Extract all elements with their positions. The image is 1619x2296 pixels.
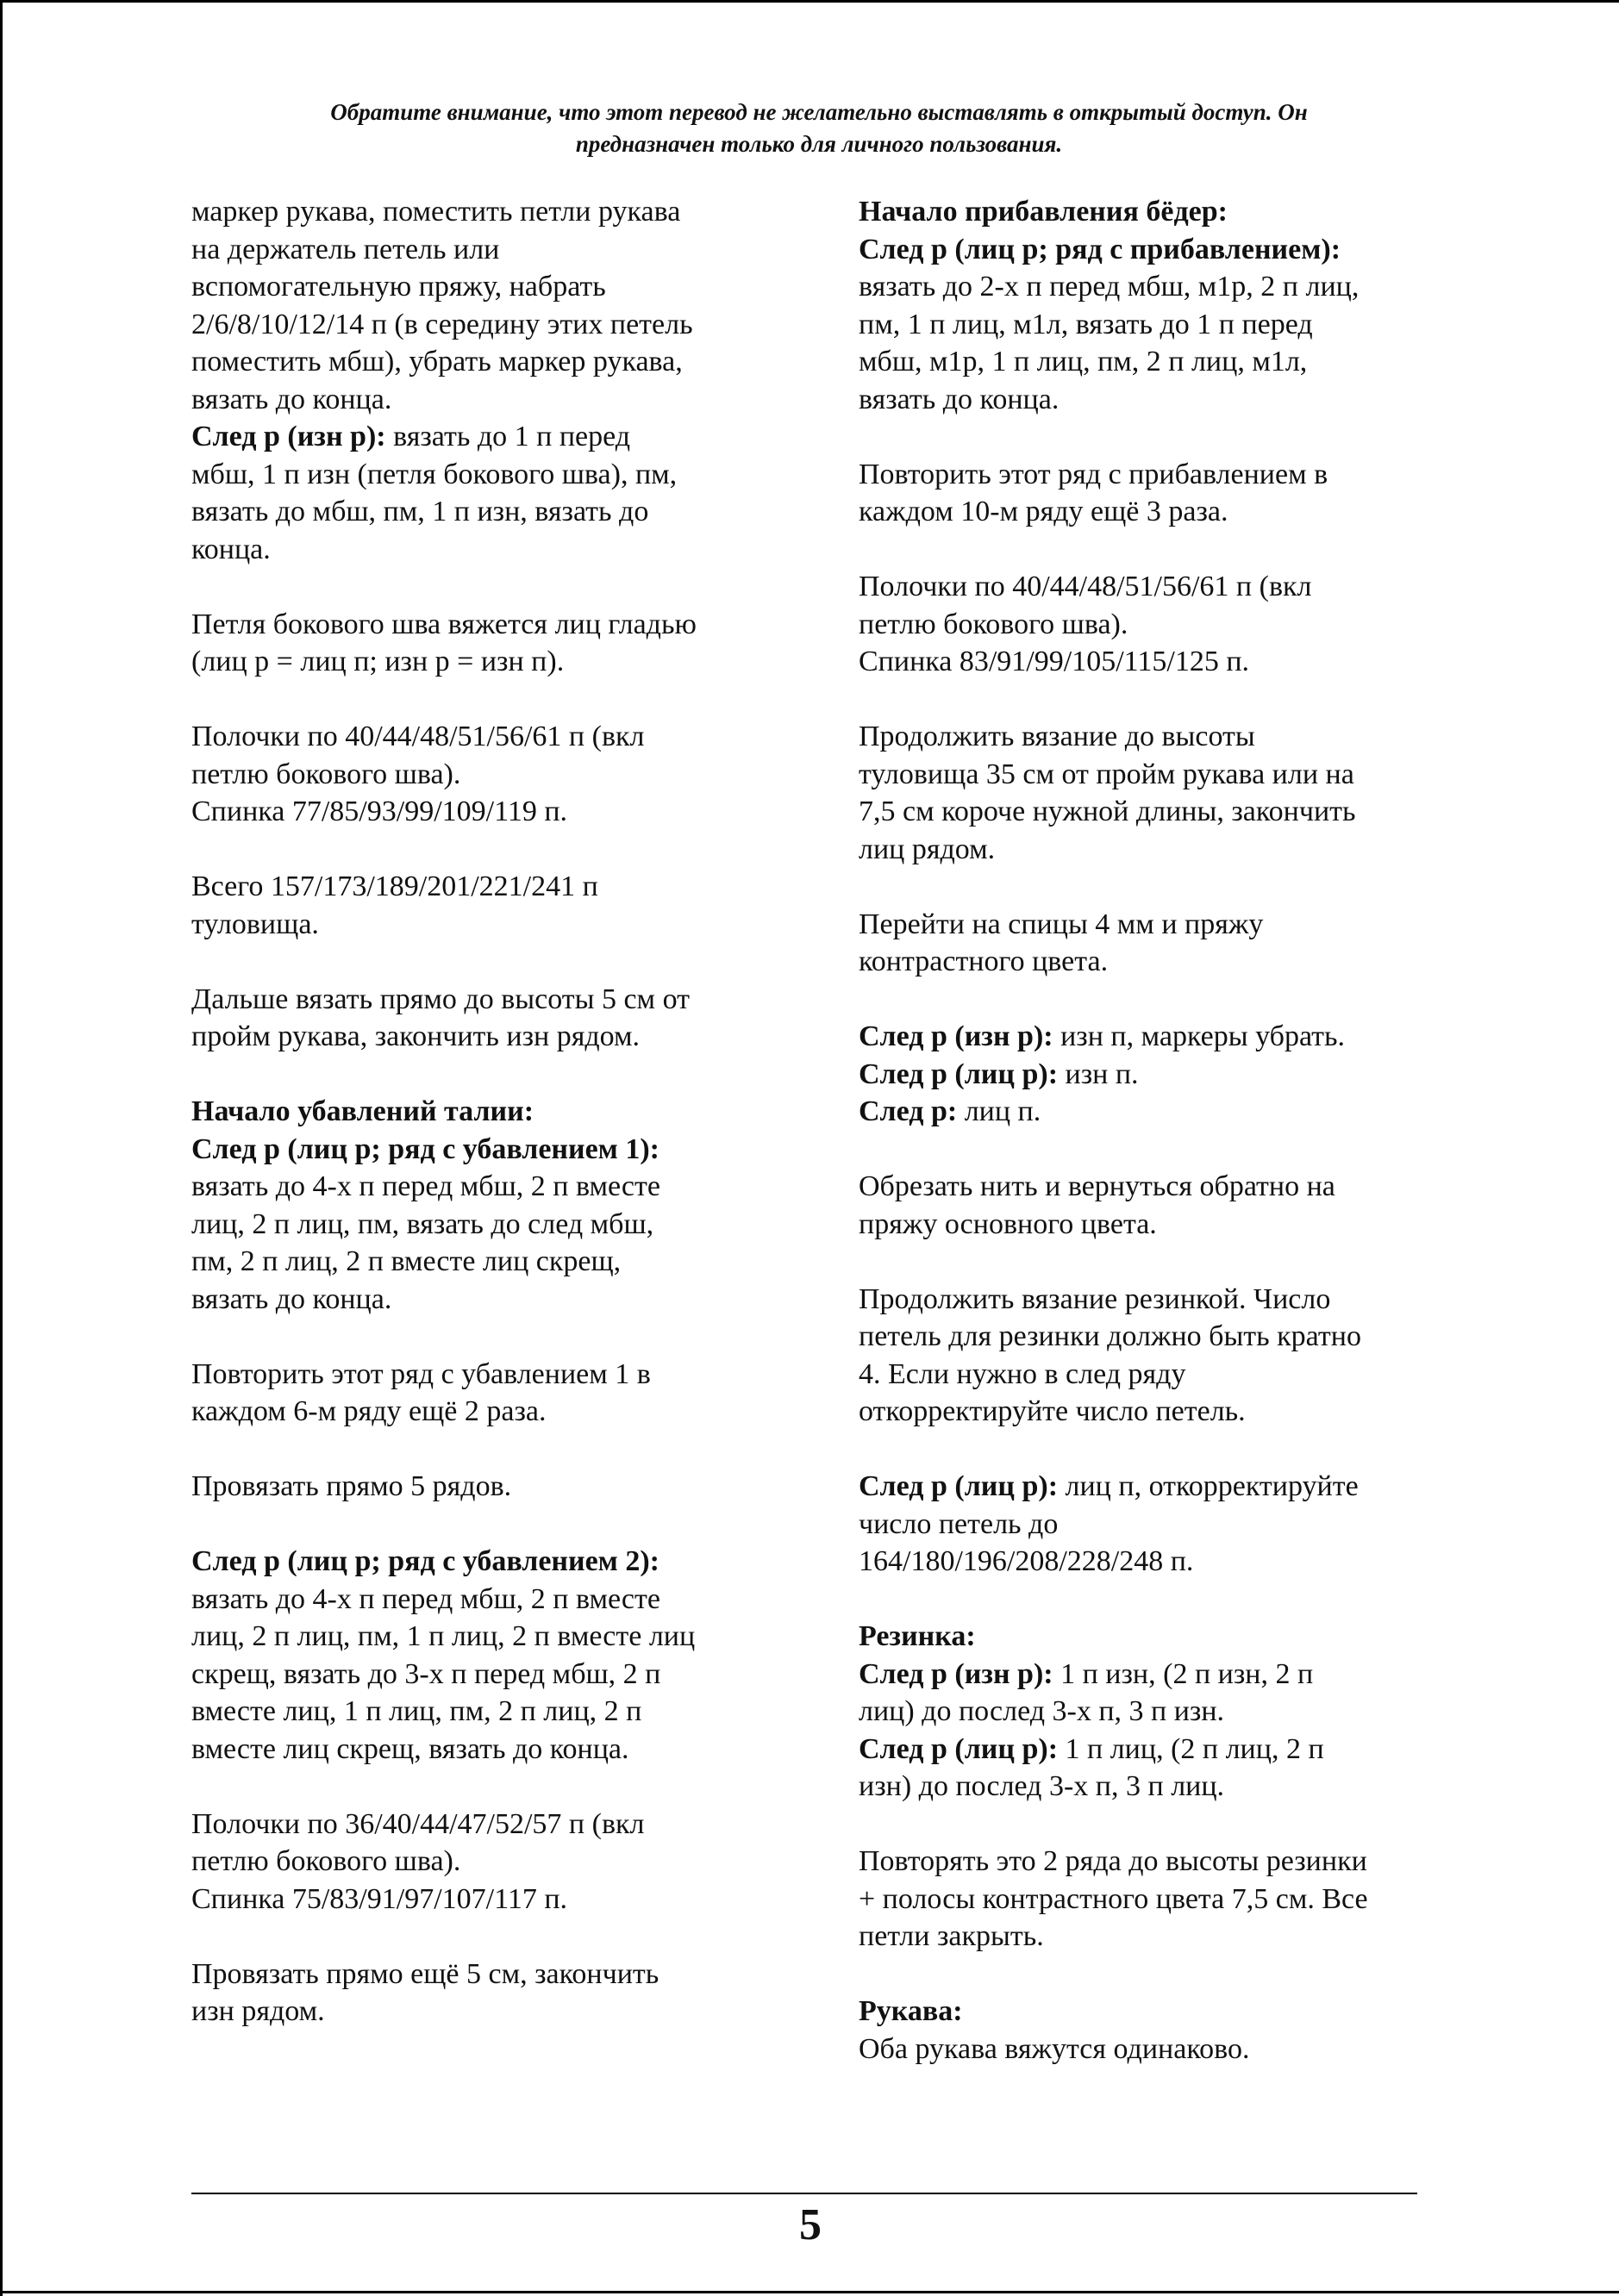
- section-heading: Начало прибавления бёдер:: [859, 196, 1228, 228]
- text-line: петлю бокового шва).: [191, 1845, 461, 1877]
- page-border-top: [0, 0, 1619, 3]
- stitch-count-paragraph: [191, 1806, 795, 1919]
- text-line: лиц, 2 п лиц, пм, вязать до след мбш,: [191, 1207, 654, 1240]
- section-heading: Рукава:: [859, 1995, 963, 2027]
- header-notice: [207, 97, 1431, 160]
- text-line: Продолжить вязание резинкой. Число: [859, 1282, 1331, 1315]
- text-line: Дальше вязать прямо до высоты 5 см от: [191, 983, 690, 1015]
- straight-paragraph: [191, 981, 795, 1056]
- text-line: пм, 1 п лиц, м1л, вязать до 1 п перед: [859, 308, 1313, 340]
- row-label: След р (лиц р):: [859, 1470, 1059, 1502]
- hip-increase-paragraph: [859, 193, 1453, 418]
- text-line: Оба рукава вяжутся одинаково.: [859, 2032, 1250, 2065]
- text-line: мбш, 1 п изн (петля бокового шва), пм,: [191, 458, 678, 490]
- text-line: Продолжить вязание до высоты: [859, 721, 1255, 752]
- text-line: лиц, 2 п лиц, пм, 1 п лиц, 2 п вместе лиц: [191, 1620, 696, 1652]
- left-column: [191, 193, 795, 2031]
- text-line: изн) до послед 3-х п, 3 п лиц.: [859, 1770, 1225, 1802]
- text-line: пряжу основного цвета.: [859, 1207, 1157, 1240]
- row-label: След р (изн р):: [859, 1020, 1053, 1052]
- text-line: 2/6/8/10/12/14 п (в середину этих петель: [191, 308, 693, 340]
- text-line: Спинка 75/83/91/97/107/117 п.: [191, 1882, 568, 1915]
- page-border-left: [0, 0, 3, 2296]
- row-text: 1 п лиц, (2 п лиц, 2 п: [1058, 1732, 1324, 1765]
- text-line: на держатель петель или: [191, 233, 500, 265]
- adjust-count-paragraph: [859, 1468, 1453, 1581]
- text-line: петлю бокового шва).: [859, 608, 1128, 640]
- text-line: изн рядом.: [191, 1995, 325, 2027]
- text-line: откорректируйте число петель.: [859, 1395, 1246, 1427]
- text-line: 7,5 см короче нужной длины, закончить: [859, 795, 1356, 827]
- text-line: Обрезать нить и вернуться обратно на: [859, 1170, 1335, 1202]
- waist-decrease-paragraph: [191, 1093, 795, 1318]
- text-line: [859, 1056, 1453, 1094]
- sleeves-paragraph: [859, 1993, 1453, 2068]
- text-line: Провязать прямо 5 рядов.: [191, 1470, 512, 1502]
- text-line: пм, 2 п лиц, 2 п вместе лиц скрещ,: [191, 1245, 622, 1277]
- switch-needles-paragraph: [859, 906, 1453, 981]
- intro-paragraph: [191, 193, 795, 418]
- right-column: [859, 193, 1453, 2068]
- text-line: Петля бокового шва вяжется лиц гладью: [191, 608, 697, 640]
- contrast-rows-paragraph: [859, 1018, 1453, 1131]
- page-border-bottom: [0, 2291, 1619, 2293]
- text-line: Спинка 83/91/99/105/115/125 п.: [859, 646, 1250, 677]
- stitch-count-paragraph: [191, 718, 795, 831]
- straight-rows-paragraph: [191, 1468, 795, 1506]
- row-text: изн п.: [1058, 1058, 1139, 1090]
- text-line: вязать до 2-х п перед мбш, м1р, 2 п лиц,: [859, 271, 1360, 303]
- text-line: петлю бокового шва).: [191, 758, 461, 790]
- text-line: Повторить этот ряд с убавлением 1 в: [191, 1357, 651, 1390]
- row-label: След р (лиц р; ряд с прибавлением):: [859, 233, 1341, 265]
- text-line: вязать до конца.: [859, 383, 1060, 415]
- text-line: Повторять это 2 ряда до высоты резинки: [859, 1845, 1367, 1877]
- text-line: вязать до 4-х п перед мбш, 2 п вместе: [191, 1170, 660, 1202]
- text-line: вязать до мбш, пм, 1 п изн, вязать до: [191, 496, 649, 527]
- text-line: лиц рядом.: [859, 833, 996, 865]
- header-notice-line: Обратите внимание, что этот перевод не желательно выставлять в открытый доступ. Он: [330, 99, 1308, 125]
- row-label: След р (изн р):: [191, 421, 386, 452]
- text-line: Полочки по 36/40/44/47/52/57 п (вкл: [191, 1807, 645, 1840]
- text-line: [859, 1018, 1453, 1056]
- stitch-count-paragraph: [859, 568, 1453, 681]
- text-line: вместе лиц, 1 п лиц, пм, 2 п лиц, 2 п: [191, 1695, 642, 1727]
- row-label: След р (лиц р; ряд с убавлением 1):: [191, 1132, 659, 1165]
- cut-yarn-paragraph: [859, 1168, 1453, 1243]
- row-text: 1 п изн, (2 п изн, 2 п: [1053, 1657, 1314, 1690]
- text-line: поместить мбш), убрать маркер рукава,: [191, 346, 683, 377]
- text-line: туловища.: [191, 908, 319, 940]
- text-line: Всего 157/173/189/201/221/241 п: [191, 870, 598, 902]
- text-line: туловища 35 см от пройм рукава или на: [859, 758, 1354, 790]
- text-line: [859, 1093, 1453, 1131]
- straight-paragraph: [191, 1956, 795, 2031]
- text-line: вязать до конца.: [191, 1282, 392, 1315]
- row-text: изн п, маркеры убрать.: [1053, 1020, 1346, 1052]
- ribbing-paragraph: [859, 1618, 1453, 1806]
- page-number: 5: [799, 2200, 822, 2249]
- text-line: [859, 1656, 1453, 1694]
- repeat-paragraph: [859, 456, 1453, 531]
- text-line: Полочки по 40/44/48/51/56/61 п (вкл: [859, 571, 1312, 602]
- row1-paragraph: [191, 418, 795, 568]
- text-line: [859, 1468, 1453, 1506]
- ribbing-intro-paragraph: [859, 1281, 1453, 1431]
- row-label: След р:: [859, 1095, 958, 1127]
- header-notice-line: предназначен только для личного пользования.: [575, 131, 1063, 157]
- text-line: число петель до: [859, 1507, 1059, 1540]
- row-text: вязать до 1 п перед: [385, 421, 631, 452]
- footer-divider: [191, 2193, 1417, 2194]
- text-line: скрещ, вязать до 3-х п перед мбш, 2 п: [191, 1657, 661, 1690]
- text-line: [859, 1731, 1453, 1769]
- total-count-paragraph: [191, 868, 795, 943]
- row-label: След р (лиц р):: [859, 1732, 1059, 1765]
- text-line: каждом 6-м ряду ещё 2 раза.: [191, 1395, 547, 1427]
- text-line: 164/180/196/208/228/248 п.: [859, 1545, 1194, 1577]
- text-line: Полочки по 40/44/48/51/56/61 п (вкл: [191, 721, 645, 752]
- text-line: [191, 418, 795, 456]
- repeat-ribbing-paragraph: [859, 1843, 1453, 1956]
- section-heading: Резинка:: [859, 1620, 976, 1652]
- text-line: вместе лиц скрещ, вязать до конца.: [191, 1732, 629, 1765]
- text-line: Провязать прямо ещё 5 см, закончить: [191, 1957, 659, 1990]
- text-line: (лиц р = лиц п; изн р = изн п).: [191, 646, 565, 677]
- text-line: лиц) до послед 3-х п, 3 п изн.: [859, 1695, 1225, 1727]
- text-line: мбш, м1р, 1 п лиц, пм, 2 п лиц, м1л,: [859, 346, 1308, 377]
- row-label: След р (лиц р; ряд с убавлением 2):: [191, 1545, 659, 1577]
- text-line: + полосы контрастного цвета 7,5 см. Все: [859, 1882, 1368, 1915]
- seam-note-paragraph: [191, 606, 795, 681]
- text-line: пройм рукава, закончить изн рядом.: [191, 1020, 641, 1052]
- continue-paragraph: [859, 718, 1453, 868]
- text-line: 4. Если нужно в след ряду: [859, 1357, 1186, 1390]
- text-line: вязать до 4-х п перед мбш, 2 п вместе: [191, 1582, 660, 1615]
- text-line: Повторить этот ряд с прибавлением в: [859, 458, 1328, 490]
- text-line: вспомогательную пряжу, набрать: [191, 271, 606, 303]
- text-line: контрастного цвета.: [859, 945, 1109, 977]
- row-label: След р (изн р):: [859, 1657, 1053, 1690]
- repeat-paragraph: [191, 1356, 795, 1431]
- text-line: маркер рукава, поместить петли рукава: [191, 196, 681, 228]
- row-text: лиц п, откорректируйте: [1058, 1470, 1359, 1502]
- text-line: конца.: [191, 533, 271, 565]
- row-text: лиц п.: [957, 1095, 1041, 1127]
- text-line: петли закрыть.: [859, 1920, 1044, 1952]
- section-heading: Начало убавлений талии:: [191, 1095, 534, 1127]
- text-line: вязать до конца.: [191, 383, 392, 415]
- decrease2-paragraph: [191, 1543, 795, 1768]
- row-label: След р (лиц р):: [859, 1058, 1059, 1090]
- text-line: Спинка 77/85/93/99/109/119 п.: [191, 795, 568, 827]
- text-line: каждом 10-м ряду ещё 3 раза.: [859, 496, 1228, 527]
- text-line: петель для резинки должно быть кратно: [859, 1320, 1361, 1352]
- text-line: Перейти на спицы 4 мм и пряжу: [859, 908, 1264, 940]
